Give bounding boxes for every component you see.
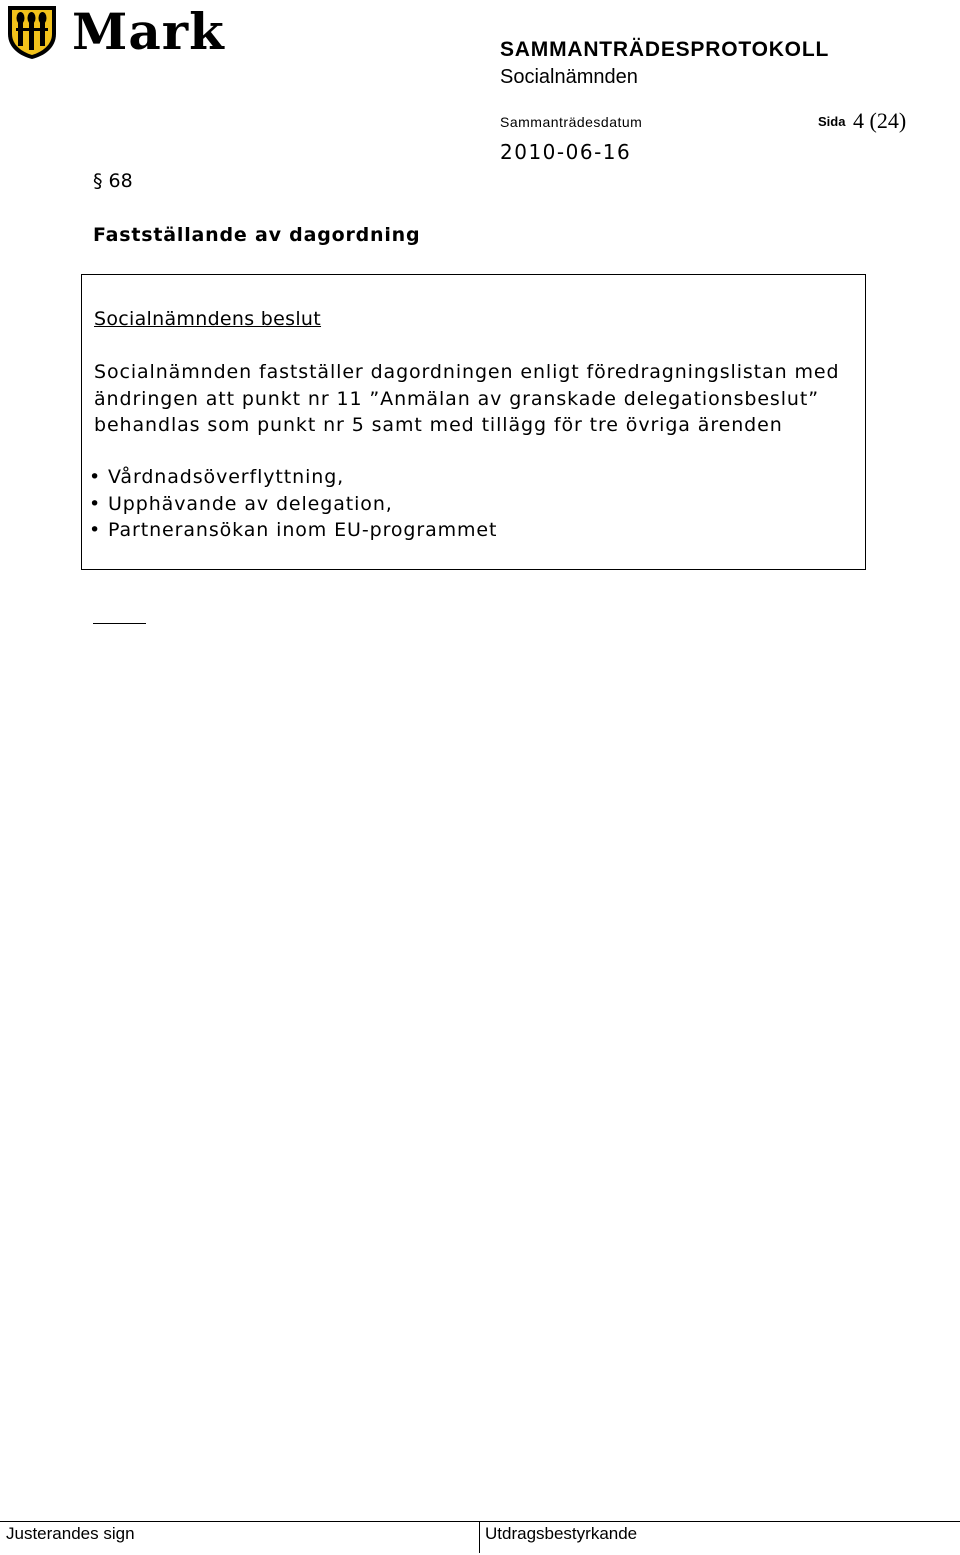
page-number: 4 (24) <box>853 108 907 133</box>
meeting-date-label: Sammanträdesdatum <box>500 114 643 130</box>
footer-rule <box>0 1521 960 1522</box>
list-item <box>82 464 497 491</box>
decision-text: Socialnämnden fastställer dagordningen enligt föredragningslistan med ändringen att punkt nr 11 ”Anmälan av granskade delegationsbeslut” behandlas som punkt nr 5 samt med tillägg för tre övriga ärenden <box>94 361 840 436</box>
list-item-text: Upphävande av delegation, <box>108 492 393 515</box>
bullet-icon: • <box>88 492 102 515</box>
decision-items <box>82 464 497 544</box>
list-item <box>82 517 497 544</box>
bullet-icon: • <box>88 519 102 541</box>
municipality-logo <box>4 4 234 60</box>
page-label: Sida <box>818 114 846 129</box>
logo-wordmark: Mark <box>72 2 225 61</box>
signature-label: Justerandes sign <box>6 1524 135 1543</box>
extract-certification-label: Utdragsbestyrkande <box>485 1524 638 1543</box>
footer-divider <box>479 1521 480 1553</box>
decision-box <box>81 274 866 570</box>
section-number: § 68 <box>93 170 133 192</box>
section-title: Fastställande av dagordning <box>93 224 421 246</box>
section-end-rule <box>93 623 146 624</box>
document-type: SAMMANTRÄDESPROTOKOLL <box>500 38 830 61</box>
organization-name: Socialnämnden <box>500 66 638 88</box>
list-item-text: Vårdnadsöverflyttning, <box>108 466 345 488</box>
list-item-text: Partneransökan inom EU-programmet <box>108 519 498 541</box>
bullet-icon: • <box>88 466 102 488</box>
list-item <box>82 491 497 518</box>
meeting-date: 2010-06-16 <box>500 140 632 164</box>
decision-heading: Socialnämndens beslut <box>94 308 322 330</box>
coat-of-arms-icon <box>4 4 60 60</box>
